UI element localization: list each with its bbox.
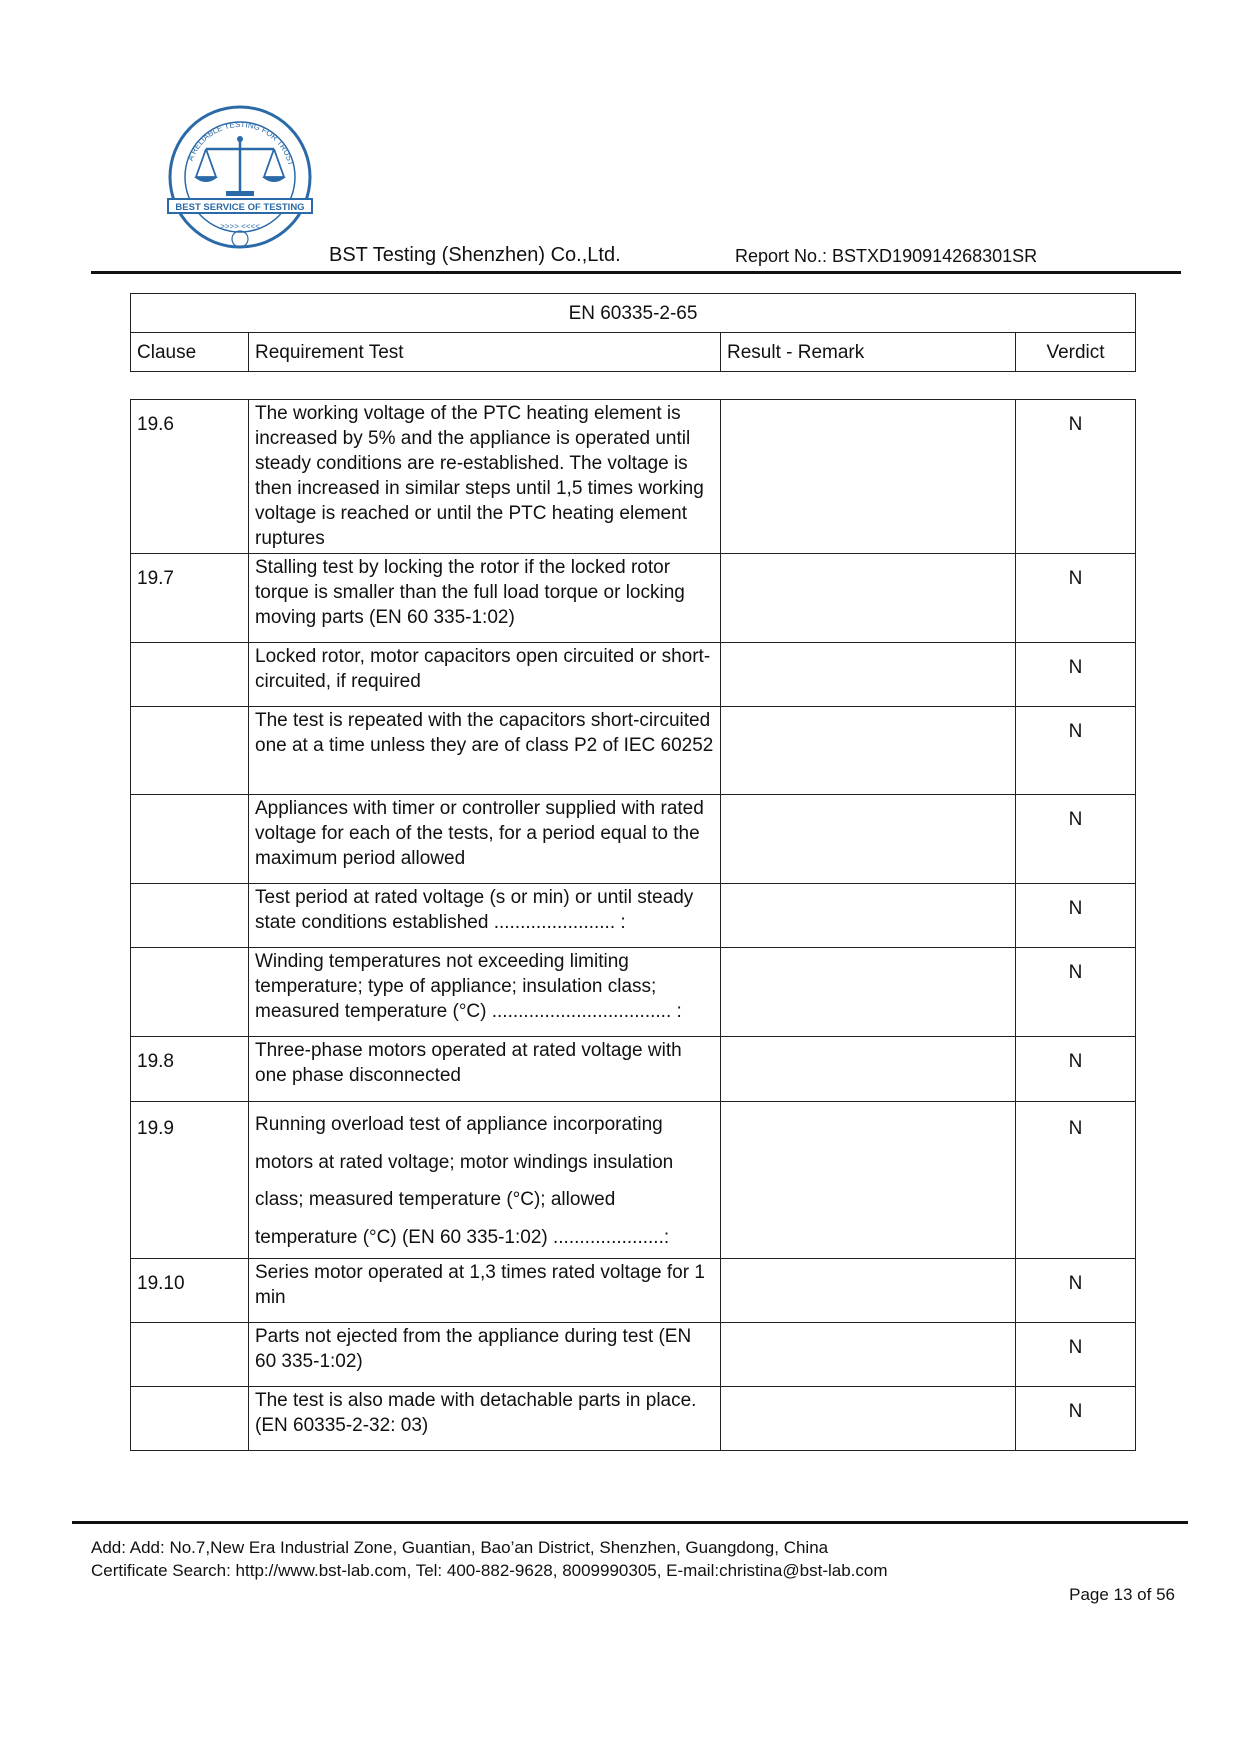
- column-header-clause: Clause: [131, 333, 249, 372]
- table-row: [131, 884, 1136, 948]
- result-cell: [721, 1323, 1016, 1387]
- table-row: [131, 795, 1136, 884]
- requirement-cell: The test is also made with detachable parts in place. (EN 60335-2-32: 03): [249, 1387, 721, 1451]
- company-name: BST Testing (Shenzhen) Co.,Ltd.: [329, 244, 621, 266]
- requirement-cell: Test period at rated voltage (s or min) or until steady state conditions established ....................... :: [249, 884, 721, 948]
- result-cell: [721, 643, 1016, 707]
- verdict-cell: N: [1016, 948, 1136, 1037]
- verdict-cell: N: [1016, 1102, 1136, 1259]
- table-row: [131, 400, 1136, 554]
- result-cell: [721, 1259, 1016, 1323]
- verdict-cell: N: [1016, 643, 1136, 707]
- result-cell: [721, 400, 1016, 554]
- requirement-cell: Series motor operated at 1,3 times rated voltage for 1 min: [249, 1259, 721, 1323]
- footer-divider: [72, 1521, 1188, 1524]
- requirement-cell: Parts not ejected from the appliance during test (EN 60 335-1:02): [249, 1323, 721, 1387]
- verdict-cell: N: [1016, 884, 1136, 948]
- verdict-cell: N: [1016, 1387, 1136, 1451]
- clause-cell: 19.9: [131, 1102, 249, 1259]
- verdict-cell: N: [1016, 400, 1136, 554]
- result-cell: [721, 795, 1016, 884]
- verdict-cell: N: [1016, 1323, 1136, 1387]
- table-row: [131, 554, 1136, 643]
- requirement-cell: Winding temperatures not exceeding limiting temperature; type of appliance; insulation class; measured temperature (°C) .................................. :: [249, 948, 721, 1037]
- column-header-verdict: Verdict: [1016, 333, 1136, 372]
- verdict-cell: N: [1016, 1259, 1136, 1323]
- column-header-requirement: Requirement Test: [249, 333, 721, 372]
- verdict-cell: N: [1016, 795, 1136, 884]
- svg-text:BEST SERVICE OF TESTING: BEST SERVICE OF TESTING: [175, 202, 305, 213]
- result-cell: [721, 948, 1016, 1037]
- footer-certificate-search: Certificate Search: http://www.bst-lab.com, Tel: 400-882-9628, 8009990305, E-mail:christina@bst-lab.com: [91, 1561, 888, 1580]
- clause-cell: [131, 795, 249, 884]
- result-cell: [721, 1037, 1016, 1102]
- table-row: [131, 1323, 1136, 1387]
- result-cell: [721, 884, 1016, 948]
- result-cell: [721, 707, 1016, 795]
- result-cell: [721, 1387, 1016, 1451]
- requirement-cell: Locked rotor, motor capacitors open circuited or short-circuited, if required: [249, 643, 721, 707]
- requirement-cell: The test is repeated with the capacitors short-circuited one at a time unless they are of class P2 of IEC 60252: [249, 707, 721, 795]
- table-row: [131, 1102, 1136, 1259]
- clause-cell: [131, 884, 249, 948]
- clause-cell: 19.10: [131, 1259, 249, 1323]
- requirement-cell: Three-phase motors operated at rated voltage with one phase disconnected: [249, 1037, 721, 1102]
- verdict-cell: N: [1016, 707, 1136, 795]
- clause-cell: [131, 707, 249, 795]
- table-row: [131, 1037, 1136, 1102]
- svg-text:>>>> <<<<: >>>> <<<<: [220, 222, 260, 231]
- header-divider: [91, 271, 1181, 274]
- requirement-cell: Running overload test of appliance incorporating motors at rated voltage; motor windings insulation class; measured temperature (°C); allowed temperature (°C) (EN 60 335-1:02) .....................:: [249, 1102, 721, 1259]
- svg-text:A RELIABLE TESTING FOR TRUST: A RELIABLE TESTING FOR TRUST: [185, 119, 296, 167]
- verdict-cell: N: [1016, 1037, 1136, 1102]
- clause-cell: [131, 643, 249, 707]
- clause-cell: [131, 1387, 249, 1451]
- company-logo: [166, 103, 314, 255]
- standard-title: EN 60335-2-65: [131, 294, 1136, 333]
- report-number: Report No.: BSTXD190914268301SR: [735, 246, 1038, 266]
- table-row: [131, 707, 1136, 795]
- table-row: [131, 643, 1136, 707]
- scales-seal-icon: [166, 103, 314, 255]
- column-header-result: Result - Remark: [721, 333, 1016, 372]
- requirement-cell: Appliances with timer or controller supplied with rated voltage for each of the tests, for a period equal to the maximum period allowed: [249, 795, 721, 884]
- requirements-table: [130, 399, 1136, 1451]
- clause-cell: 19.8: [131, 1037, 249, 1102]
- table-row: [131, 1387, 1136, 1451]
- page-number: Page 13 of 56: [1069, 1585, 1175, 1604]
- verdict-cell: N: [1016, 554, 1136, 643]
- clause-cell: 19.7: [131, 554, 249, 643]
- result-cell: [721, 1102, 1016, 1259]
- footer-address: Add: Add: No.7,New Era Industrial Zone, Guantian, Bao’an District, Shenzhen, Guangdong, China: [91, 1538, 829, 1557]
- result-cell: [721, 554, 1016, 643]
- table-row: [131, 1259, 1136, 1323]
- clause-cell: [131, 948, 249, 1037]
- clause-cell: [131, 1323, 249, 1387]
- requirement-cell: The working voltage of the PTC heating element is increased by 5% and the appliance is operated until steady conditions are re-established. The voltage is then increased in similar steps until 1,5 times working voltage is reached or until the PTC heating element ruptures: [249, 400, 721, 554]
- standard-header-table: [130, 293, 1136, 372]
- requirement-cell: Stalling test by locking the rotor if the locked rotor torque is smaller than the full load torque or locking moving parts (EN 60 335-1:02): [249, 554, 721, 643]
- clause-cell: 19.6: [131, 400, 249, 554]
- table-row: [131, 948, 1136, 1037]
